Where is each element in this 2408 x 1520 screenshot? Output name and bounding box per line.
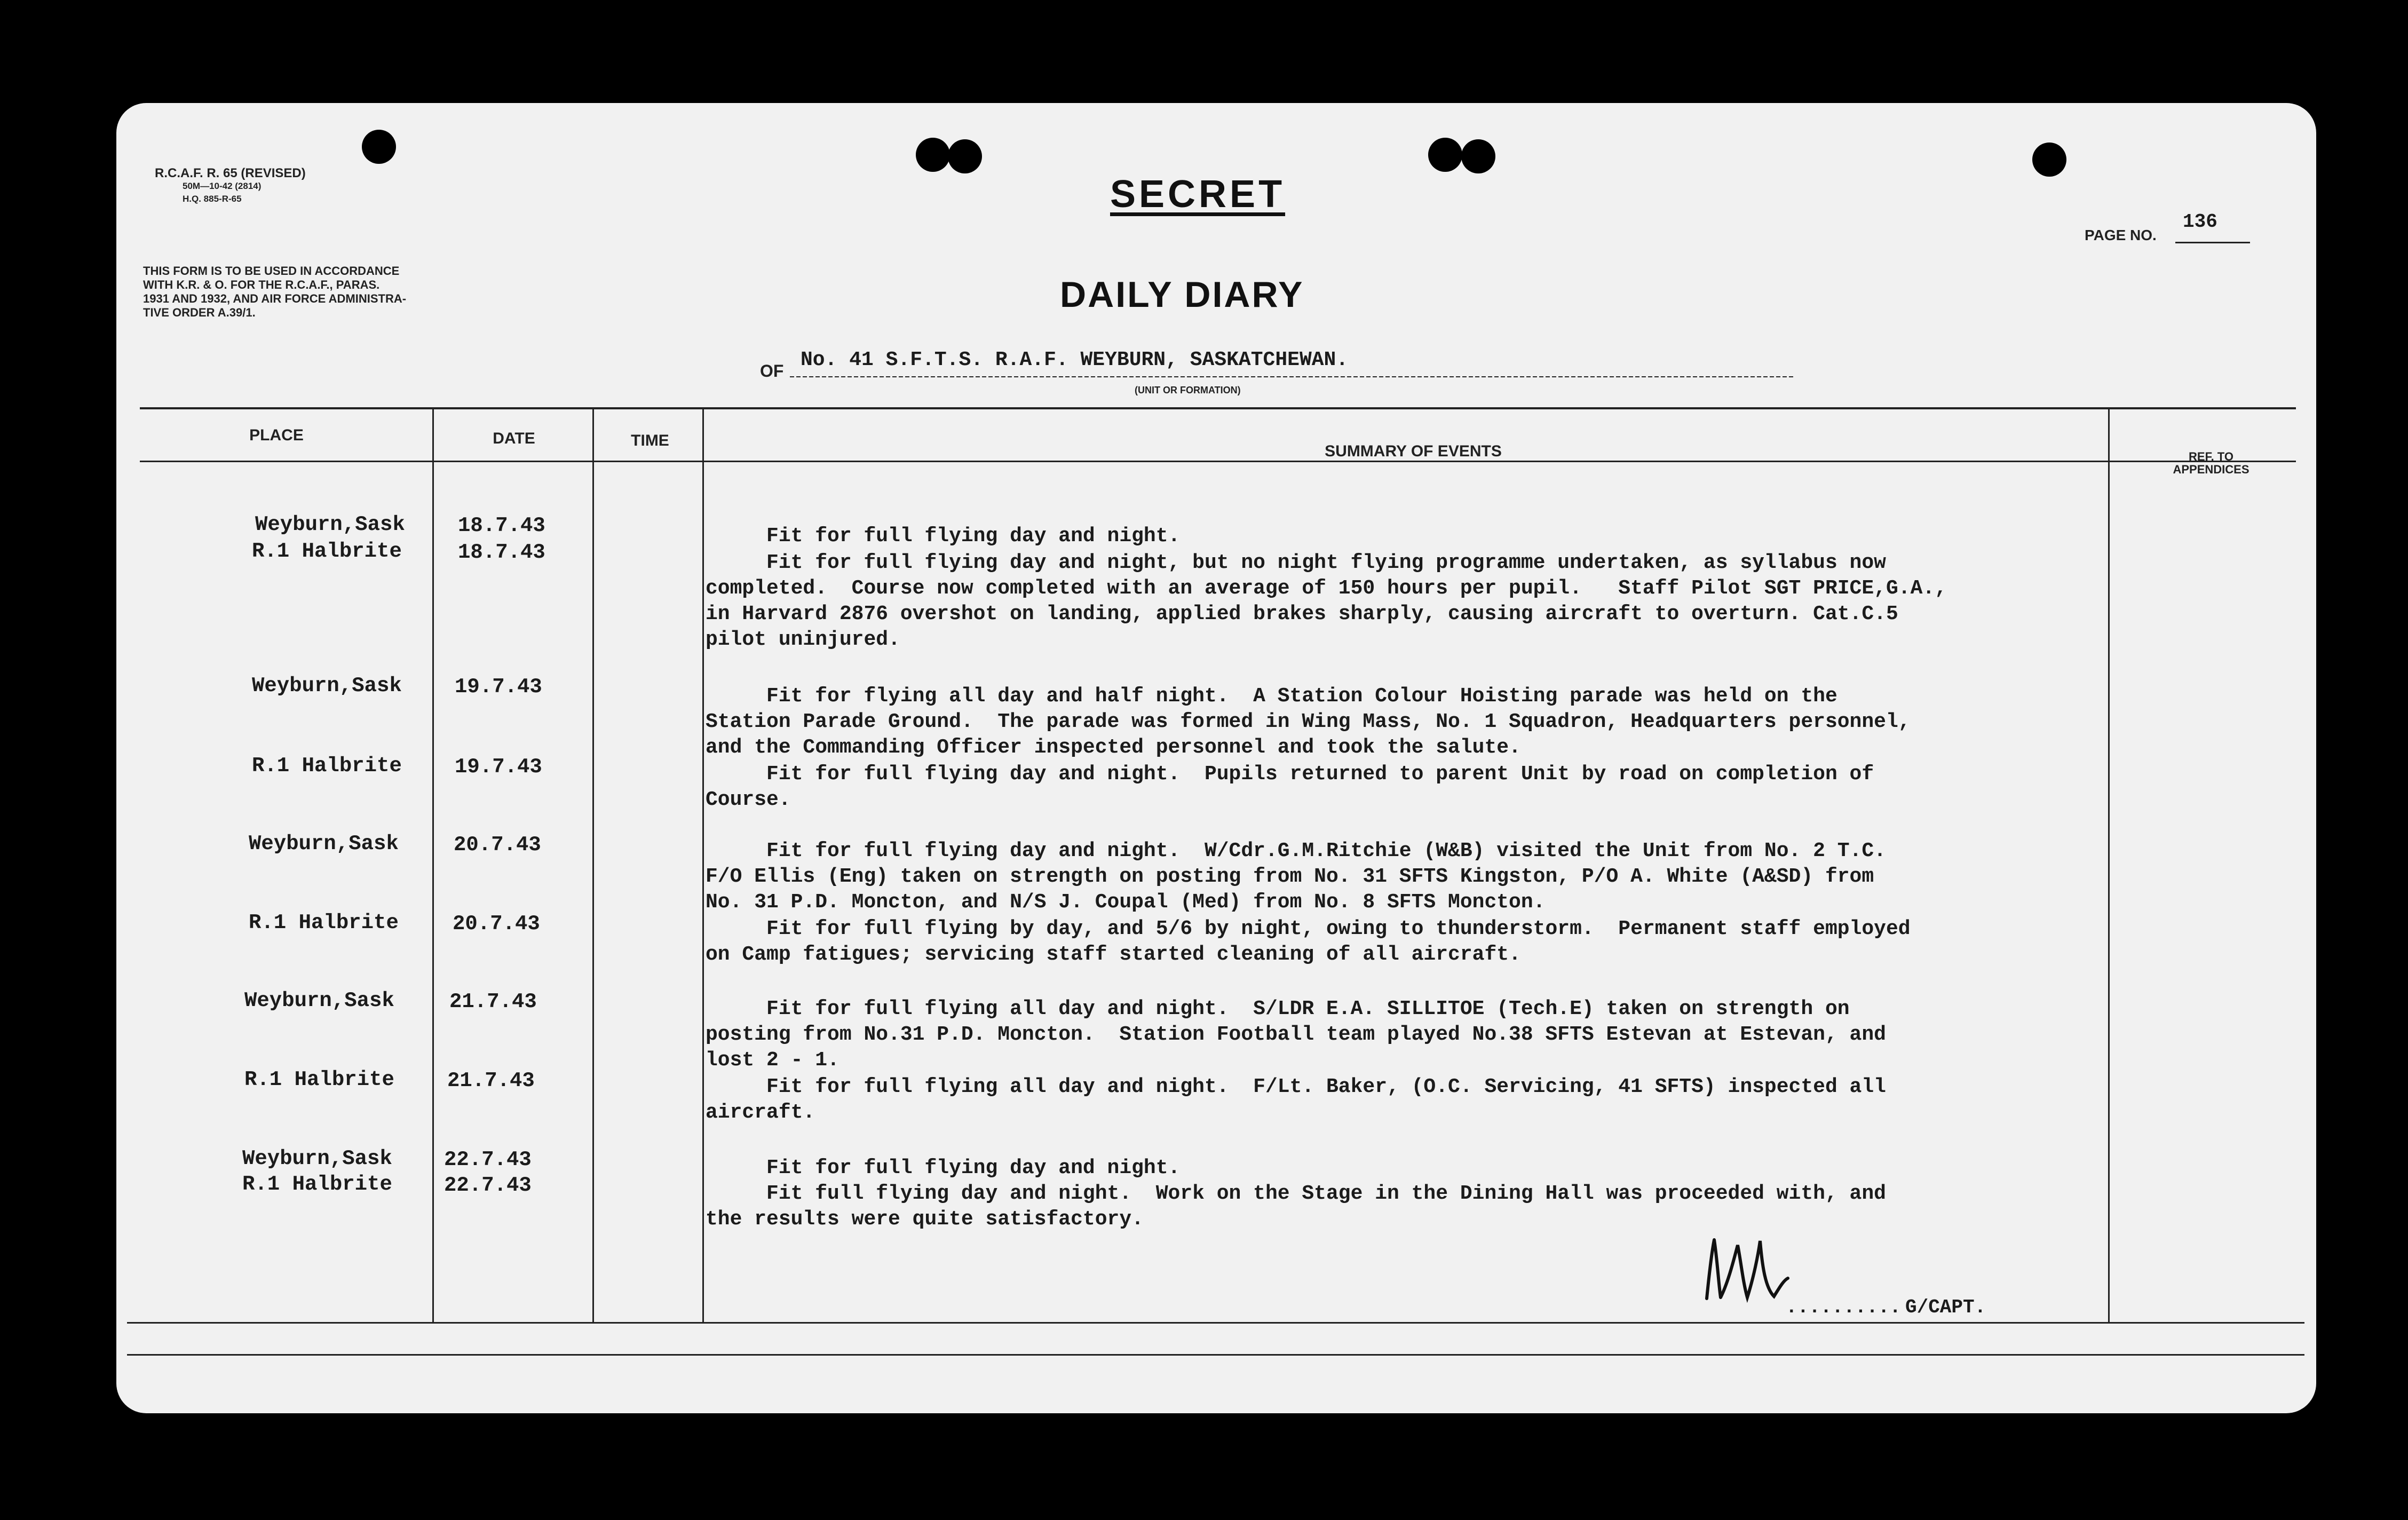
entry-date: 18.7.43 (458, 514, 545, 537)
column-header-date: DATE (493, 430, 535, 447)
punch-hole (916, 138, 950, 172)
entry-place: Weyburn,Sask (255, 513, 405, 536)
summary-line: the results were quite satisfactory. (706, 1208, 1144, 1231)
entry-place: Weyburn,Sask (244, 989, 394, 1012)
unit-caption: (UNIT OR FORMATION) (1135, 385, 1241, 395)
table-bottom-rule (127, 1322, 2304, 1324)
form-instruction: TIVE ORDER A.39/1. (143, 306, 256, 319)
form-instruction: WITH K.R. & O. FOR THE R.C.A.F., PARAS. (143, 278, 380, 291)
entry-date: 21.7.43 (449, 990, 537, 1014)
form-title: DAILY DIARY (1060, 274, 1304, 315)
entry-place: Weyburn,Sask (242, 1147, 392, 1170)
summary-line: Fit for full flying day and night. W/Cdr.G.M.Ritchie (W&B) visited the Unit from No. 2 T.C. (706, 840, 1886, 862)
entry-date: 19.7.43 (455, 755, 542, 779)
page-number: 136 (2183, 211, 2217, 233)
column-divider (592, 407, 594, 1322)
page-label: PAGE NO. (2085, 227, 2157, 243)
summary-line: Fit for full flying day and night, but no night flying programme undertaken, as syllabus now (706, 551, 1886, 574)
form-instruction: THIS FORM IS TO BE USED IN ACCORDANCE (143, 264, 400, 278)
entry-date: 20.7.43 (454, 833, 541, 857)
summary-line: Fit for full flying all day and night. F/Lt. Baker, (O.C. Servicing, 41 SFTS) inspected all (706, 1075, 1886, 1098)
entry-date: 22.7.43 (444, 1148, 532, 1171)
form-code-2: 50M—10-42 (2814) (183, 181, 262, 191)
summary-line: F/O Ellis (Eng) taken on strength on posting from No. 31 SFTS Kingston, P/O A. White (A&SD) from (706, 865, 1874, 888)
of-label: OF (760, 361, 784, 381)
punch-hole (948, 139, 982, 173)
entry-date: 20.7.43 (453, 912, 540, 936)
column-divider (702, 407, 704, 1322)
entry-place: Weyburn,Sask (249, 832, 399, 856)
summary-line: Fit for flying all day and half night. A Station Colour Hoisting parade was held on the (706, 685, 1837, 708)
summary-line: and the Commanding Officer inspected personnel and took the salute. (706, 736, 1521, 759)
column-header-ref: APPENDICES (2173, 463, 2249, 476)
table-header-rule (140, 461, 2296, 462)
entry-date: 19.7.43 (455, 675, 542, 699)
summary-line: Fit for full flying day and night. Pupils returned to parent Unit by road on completion of (706, 763, 1874, 786)
table-bottom-rule-2 (127, 1354, 2304, 1356)
summary-line: Station Parade Ground. The parade was formed in Wing Mass, No. 1 Squadron, Headquarters personnel, (706, 710, 1911, 733)
table-top-rule (140, 407, 2296, 409)
entry-place: R.1 Halbrite (249, 911, 399, 935)
summary-line: Fit full flying day and night. Work on the Stage in the Dining Hall was proceeded with, and (706, 1182, 1886, 1205)
punch-hole (1428, 138, 1462, 172)
column-header-time: TIME (631, 432, 669, 449)
column-divider (432, 407, 434, 1322)
punch-hole (362, 130, 396, 164)
punch-hole (2032, 142, 2066, 177)
classification-stamp: SECRET (1110, 173, 1286, 216)
page-underline (2175, 242, 2250, 243)
summary-line: lost 2 - 1. (706, 1049, 839, 1072)
unit-underline (790, 376, 1793, 377)
summary-line: on Camp fatigues; servicing staff started cleaning of all aircraft. (706, 943, 1521, 966)
entry-date: 18.7.43 (458, 541, 545, 564)
summary-line: No. 31 P.D. Moncton, and N/S J. Coupal (Med) from No. 8 SFTS Moncton. (706, 891, 1546, 914)
summary-line: Fit for full flying all day and night. S/LDR E.A. SILLITOE (Tech.E) taken on strength on (706, 998, 1850, 1020)
column-header-ref: REF. TO (2189, 450, 2233, 463)
entry-date: 21.7.43 (447, 1069, 535, 1092)
column-divider (2108, 407, 2110, 1322)
summary-line: pilot uninjured. (706, 628, 900, 651)
summary-line: aircraft. (706, 1101, 815, 1124)
diary-form-card (116, 103, 2316, 1413)
form-code: R.C.A.F. R. 65 (REVISED) (155, 166, 306, 180)
column-header-summary: SUMMARY OF EVENTS (1325, 442, 1502, 460)
summary-line: Fit for full flying day and night. (706, 525, 1181, 548)
unit-name: No. 41 S.F.T.S. R.A.F. WEYBURN, SASKATCHEWAN. (801, 349, 1349, 371)
summary-line: in Harvard 2876 overshot on landing, applied brakes sharply, causing aircraft to overturn. Cat.C.5 (706, 603, 1898, 626)
entry-place: R.1 Halbrite (252, 754, 402, 778)
entry-place: Weyburn,Sask (252, 674, 402, 698)
summary-line: Fit for full flying day and night. (706, 1157, 1181, 1179)
form-instruction: 1931 AND 1932, AND AIR FORCE ADMINISTRA- (143, 292, 407, 305)
entry-place: R.1 Halbrite (242, 1173, 392, 1196)
summary-line: completed. Course now completed with an average of 150 hours per pupil. Staff Pilot SGT PRICE,G.A., (706, 577, 1947, 600)
form-code-3: H.Q. 885-R-65 (183, 194, 242, 204)
entry-place: R.1 Halbrite (252, 540, 402, 563)
summary-line: Fit for full flying by day, and 5/6 by night, owing to thunderstorm. Permanent staff employed (706, 917, 1911, 940)
signature-dots: .......... (1786, 1296, 1902, 1318)
entry-date: 22.7.43 (444, 1174, 532, 1197)
summary-line: posting from No.31 P.D. Moncton. Station Football team played No.38 SFTS Estevan at Estevan, and (706, 1023, 1886, 1046)
column-header-place: PLACE (249, 426, 304, 444)
entry-place: R.1 Halbrite (244, 1068, 394, 1091)
punch-hole (1461, 139, 1495, 173)
summary-line: Course. (706, 788, 791, 811)
handwritten-signature (1696, 1229, 1792, 1309)
signature-rank: G/CAPT. (1905, 1296, 1986, 1318)
